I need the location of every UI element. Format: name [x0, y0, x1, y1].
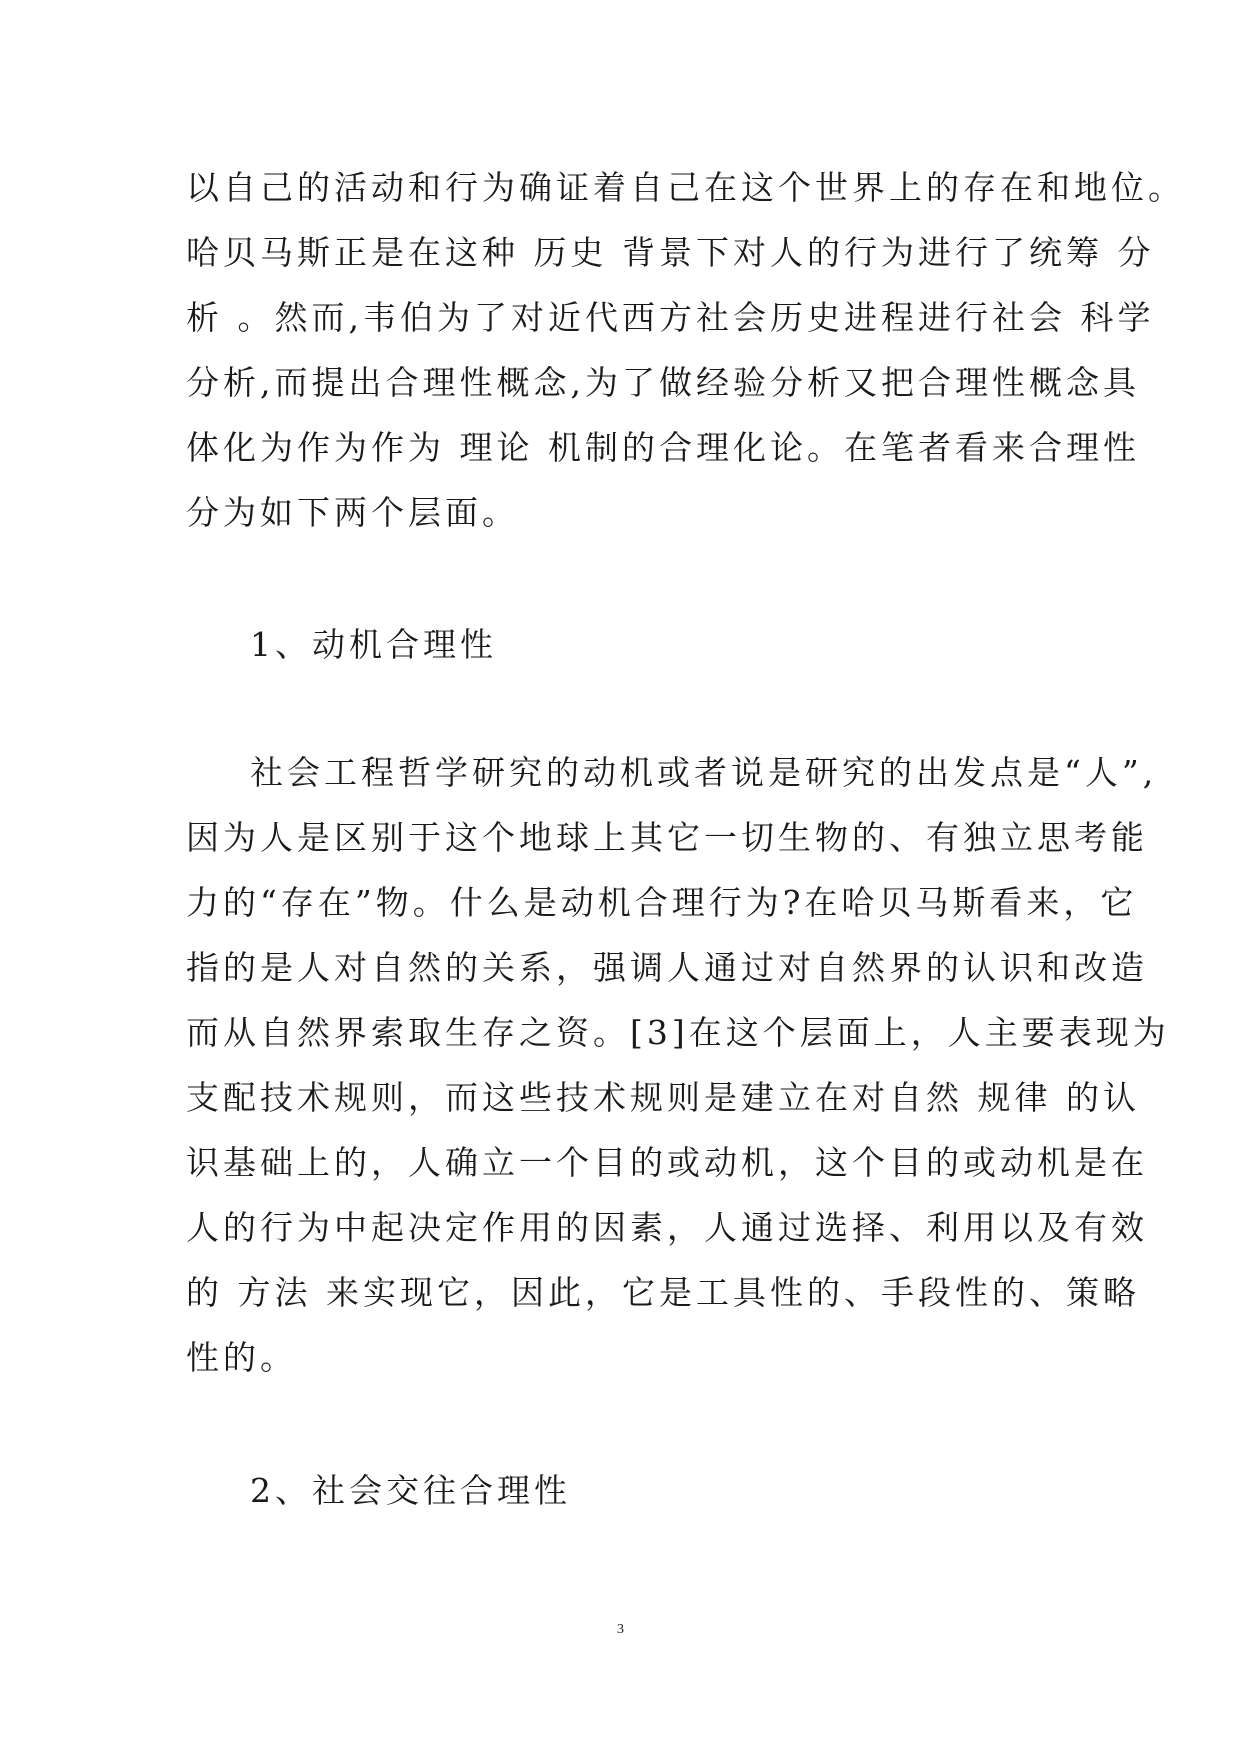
- text-line: 支配技术规则，而这些技术规则是建立在对自然 规律 的认: [186, 1078, 1140, 1117]
- text-line: 识基础上的，人确立一个目的或动机，这个目的或动机是在: [186, 1143, 1148, 1182]
- text-line: 社会工程哲学研究的动机或者说是研究的出发点是“人”,: [250, 753, 1158, 792]
- text-line: 析 。然而,韦伯为了对近代西方社会历史进程进行社会 科学: [186, 298, 1155, 337]
- text-line: 而从自然界索取生存之资。[3]在这个层面上，人主要表现为: [186, 1013, 1170, 1052]
- section-heading-motive-rationality: 1、动机合理性: [250, 625, 497, 664]
- paragraph-intro: [186, 155, 1185, 545]
- text-line: 人的行为中起决定作用的因素，人通过选择、利用以及有效: [186, 1208, 1148, 1247]
- text-line: 哈贝马斯正是在这种 历史 背景下对人的行为进行了统筹 分: [186, 233, 1155, 272]
- text-line: 因为人是区别于这个地球上其它一切生物的、有独立思考能: [186, 818, 1148, 857]
- text-line: 分析,而提出合理性概念,为了做经验分析又把合理性概念具: [186, 363, 1140, 402]
- text-line: 指的是人对自然的关系，强调人通过对自然界的认识和改造: [186, 948, 1148, 987]
- text-line: 力的“存在”物。什么是动机合理行为?在哈贝马斯看来，它: [186, 883, 1138, 922]
- paragraph-motive-rationality: [186, 740, 1170, 1390]
- text-line: 分为如下两个层面。: [186, 493, 519, 532]
- text-line: 的 方法 来实现它，因此，它是工具性的、手段性的、策略: [186, 1273, 1140, 1312]
- text-line: 性的。: [186, 1338, 297, 1377]
- text-line: 以自己的活动和行为确证着自己在这个世界上的存在和地位。: [186, 168, 1185, 207]
- text-line: 体化为作为作为 理论 机制的合理化论。在笔者看来合理性: [186, 428, 1140, 467]
- section-heading-social-interaction-rationality: 2、社会交往合理性: [250, 1471, 571, 1510]
- page-number: 3: [617, 1622, 624, 1637]
